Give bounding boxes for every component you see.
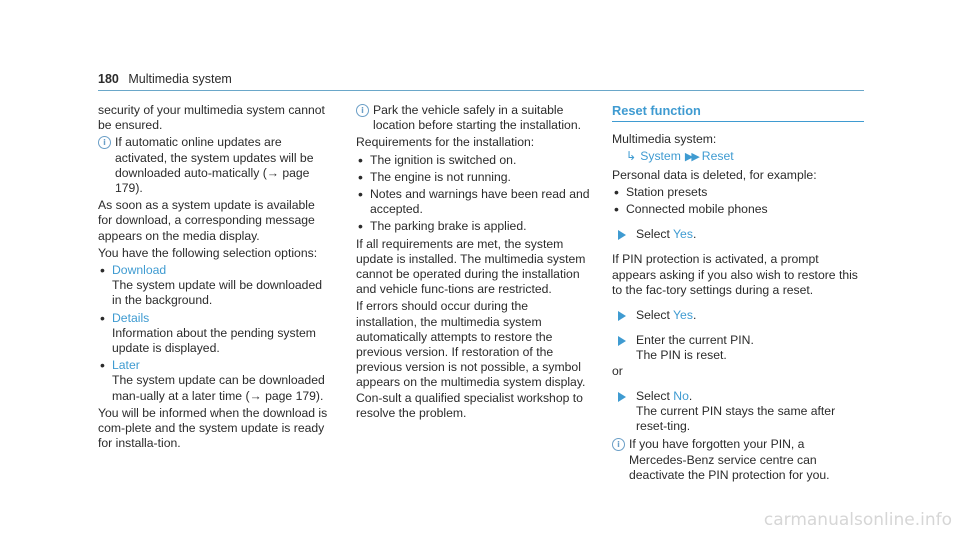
step-select-no: [612, 389, 864, 435]
section-title: Reset function: [612, 103, 701, 118]
menu-path-system: System: [640, 149, 681, 164]
requirement-item: [356, 219, 590, 234]
list-text: Connected mobile phones: [626, 202, 768, 217]
list-item: [612, 185, 864, 200]
paragraph: As soon as a system update is available for download, a corresponding message appears on the media display.: [98, 198, 315, 243]
requirements-heading: Requirements for the installation:: [356, 135, 535, 150]
bullet-icon: •: [358, 151, 363, 168]
step-text: Select: [636, 388, 674, 403]
menu-path: [612, 149, 864, 165]
requirement-text: The engine is not running.: [370, 169, 511, 184]
option-no: No: [673, 388, 689, 403]
paragraph: You will be informed when the download is com-plete and the system update is ready for installa-tion.: [98, 405, 328, 451]
step-enter-pin: [612, 333, 864, 363]
step-punct: .: [688, 388, 693, 403]
header-rule: [98, 90, 864, 91]
page-number: 180: [98, 72, 119, 86]
option-download-label: Download: [112, 263, 167, 278]
paragraph: You have the following selection options:: [98, 245, 318, 260]
requirement-text: The parking brake is applied.: [370, 219, 527, 234]
step-text: Select: [636, 308, 674, 323]
note-text: If automatic online updates are activated, the system updates will be downloaded auto-matically (→ page 179).: [115, 135, 314, 196]
list-text: Station presets: [626, 184, 708, 199]
step-text: Enter the current PIN.: [636, 333, 754, 348]
info-icon: i: [98, 136, 111, 149]
bullet-icon: •: [614, 183, 619, 200]
paragraph: If PIN protection is activated, a prompt appears asking if you also wish to restore this to the fac-tory settings during a reset.: [612, 252, 858, 297]
option-description: The system update will be downloaded in the background.: [112, 278, 323, 308]
step-text: Select: [636, 227, 674, 242]
option-description: The system update can be downloaded man-ually at a later time (→ page 179).: [112, 373, 325, 403]
note-text: If you have forgotten your PIN, a Mercedes-Benz service centre can deactivate the PIN protection for you.: [629, 437, 830, 482]
page-header: [98, 72, 232, 87]
info-icon: i: [612, 438, 625, 451]
requirement-item: [356, 153, 590, 168]
bullet-icon: •: [358, 168, 363, 185]
column-left: [98, 103, 330, 453]
option-yes: Yes: [673, 308, 693, 323]
step-punct: .: [692, 308, 697, 323]
step-arrow-icon: [618, 311, 626, 321]
return-arrow-icon: ↳: [626, 149, 637, 164]
step-result: The PIN is reset.: [636, 348, 727, 363]
option-item: [98, 311, 330, 357]
or-text: or: [612, 363, 623, 378]
list-item: [612, 202, 864, 217]
bullet-icon: •: [100, 357, 105, 374]
step-select-yes: [612, 227, 864, 242]
info-note: [356, 103, 590, 133]
option-item: [98, 263, 330, 309]
option-item: [98, 358, 330, 404]
requirement-text: The ignition is switched on.: [370, 152, 517, 167]
step-arrow-icon: [618, 392, 626, 402]
column-middle: [356, 103, 590, 423]
step-result: The current PIN stays the same after reset-ting.: [636, 404, 836, 434]
requirement-text: Notes and warnings have been read and accepted.: [370, 187, 590, 217]
bullet-icon: •: [100, 309, 105, 326]
menu-path-reset: Reset: [701, 149, 734, 164]
option-yes: Yes: [673, 227, 693, 242]
note-text: Park the vehicle safely in a suitable location before starting the installation.: [373, 103, 581, 133]
bullet-icon: •: [100, 262, 105, 279]
info-icon: i: [356, 104, 369, 117]
double-chevron-icon: ▶▶: [684, 151, 698, 164]
option-later-label: Later: [112, 358, 140, 373]
watermark: carmanualsonline.info: [763, 509, 952, 530]
requirement-item: [356, 187, 590, 217]
info-note: [612, 437, 864, 483]
option-description: Information about the pending system update is displayed.: [112, 325, 316, 356]
step-punct: .: [692, 227, 697, 242]
step-select-yes-pin: [612, 308, 864, 323]
bullet-icon: •: [358, 218, 363, 235]
requirement-item: [356, 170, 590, 185]
paragraph: security of your multimedia system cannot be ensured.: [98, 103, 325, 133]
option-details-label: Details: [112, 310, 150, 325]
column-right: [612, 103, 864, 485]
paragraph: If errors should occur during the installation, the multimedia system automatically attempts to restore the previous version. If restoration of the previous version is not possible, a symbol appears on the multimedia system display. Con-sult a qualified specialist workshop to resolve the problem.: [356, 299, 586, 420]
paragraph: Personal data is deleted, for example:: [612, 167, 817, 182]
paragraph: If all requirements are met, the system update is installed. The multimedia system cannot be operated during the installation and vehicle func-tions are restricted.: [356, 236, 586, 297]
step-arrow-icon: [618, 230, 626, 240]
page-header-title: Multimedia system: [128, 72, 232, 86]
step-arrow-icon: [618, 336, 626, 346]
info-note: [98, 135, 330, 196]
menu-path-intro: Multimedia system:: [612, 132, 717, 147]
section-rule: [612, 121, 864, 122]
bullet-icon: •: [358, 186, 363, 203]
bullet-icon: •: [614, 201, 619, 218]
